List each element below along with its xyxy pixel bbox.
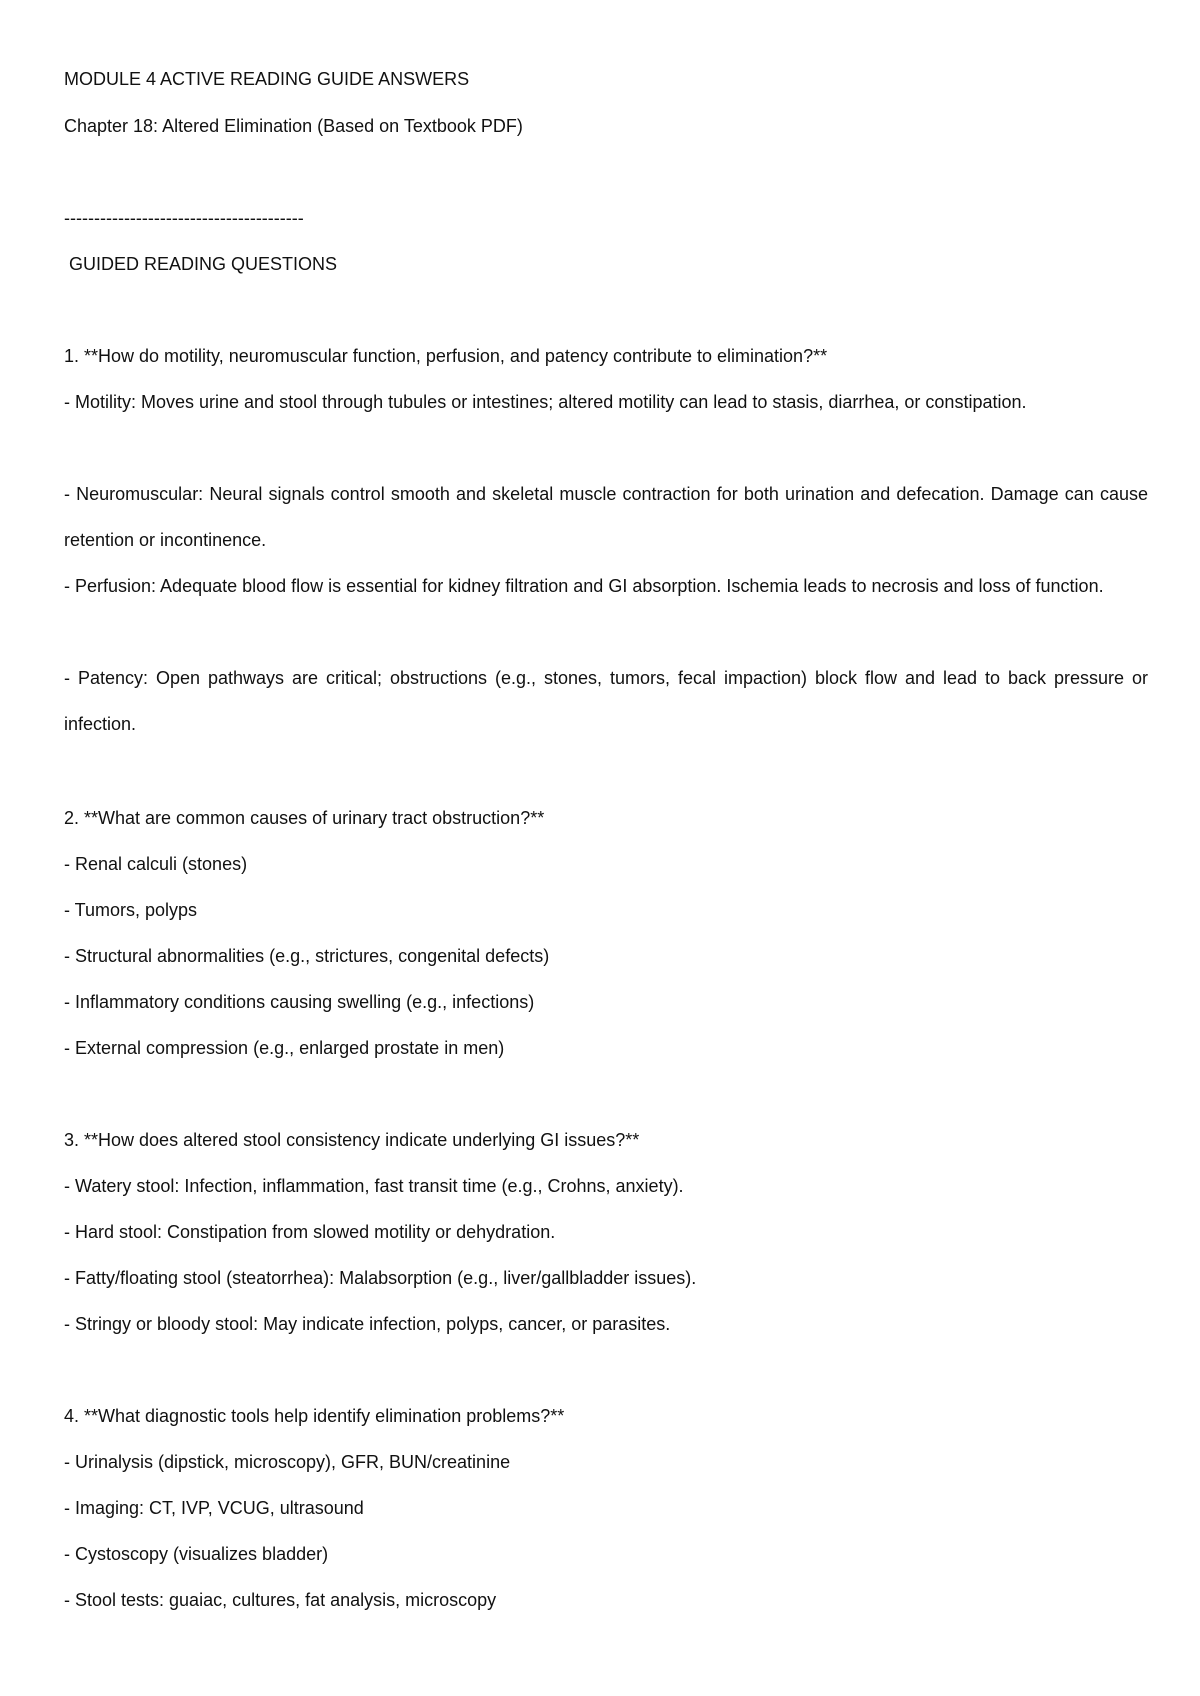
list-item: - Tumors, polyps <box>64 900 198 920</box>
question-3: 3. **How does altered stool consistency indicate underlying GI issues?** <box>64 1130 640 1150</box>
list-item: - Imaging: CT, IVP, VCUG, ultrasound <box>64 1498 364 1518</box>
section-divider: ---------------------------------------- <box>64 208 304 228</box>
question-4: 4. **What diagnostic tools help identify elimination problems?** <box>64 1406 565 1426</box>
document-title: MODULE 4 ACTIVE READING GUIDE ANSWERS <box>64 69 470 89</box>
list-item: - Urinalysis (dipstick, microscopy), GFR, BUN/creatinine <box>64 1452 511 1472</box>
question-1: 1. **How do motility, neuromuscular function, perfusion, and patency contribute to elimination?** <box>64 346 828 366</box>
question-2: 2. **What are common causes of urinary tract obstruction?** <box>64 808 545 828</box>
answer-patency: - Patency: Open pathways are critical; obstructions (e.g., stones, tumors, fecal impaction) block flow and lead to back pressure or infection. <box>64 668 1148 734</box>
document-subtitle: Chapter 18: Altered Elimination (Based on Textbook PDF) <box>64 116 523 136</box>
list-item: - Stool tests: guaiac, cultures, fat analysis, microscopy <box>64 1590 497 1610</box>
answer-motility: - Motility: Moves urine and stool through tubules or intestines; altered motility can lead to stasis, diarrhea, or constipation. <box>64 392 1027 412</box>
answer-neuromuscular: - Neuromuscular: Neural signals control smooth and skeletal muscle contraction for both urination and defecation. Damage can cause retention or incontinence. <box>64 484 1148 550</box>
list-item: - Renal calculi (stones) <box>64 854 248 874</box>
answer-perfusion: - Perfusion: Adequate blood flow is essential for kidney filtration and GI absorption. Ischemia leads to necrosis and loss of function. <box>64 576 1104 596</box>
list-item: - Structural abnormalities (e.g., strictures, congenital defects) <box>64 946 550 966</box>
list-item: - External compression (e.g., enlarged prostate in men) <box>64 1038 505 1058</box>
list-item: - Cystoscopy (visualizes bladder) <box>64 1544 329 1564</box>
list-item: - Watery stool: Infection, inflammation, fast transit time (e.g., Crohns, anxiety). <box>64 1176 684 1196</box>
list-item: - Stringy or bloody stool: May indicate infection, polyps, cancer, or parasites. <box>64 1314 671 1334</box>
list-item: - Inflammatory conditions causing swelling (e.g., infections) <box>64 992 535 1012</box>
list-item: - Hard stool: Constipation from slowed motility or dehydration. <box>64 1222 556 1242</box>
list-item: - Fatty/floating stool (steatorrhea): Malabsorption (e.g., liver/gallbladder issues). <box>64 1268 697 1288</box>
section-heading: GUIDED READING QUESTIONS <box>64 254 338 274</box>
